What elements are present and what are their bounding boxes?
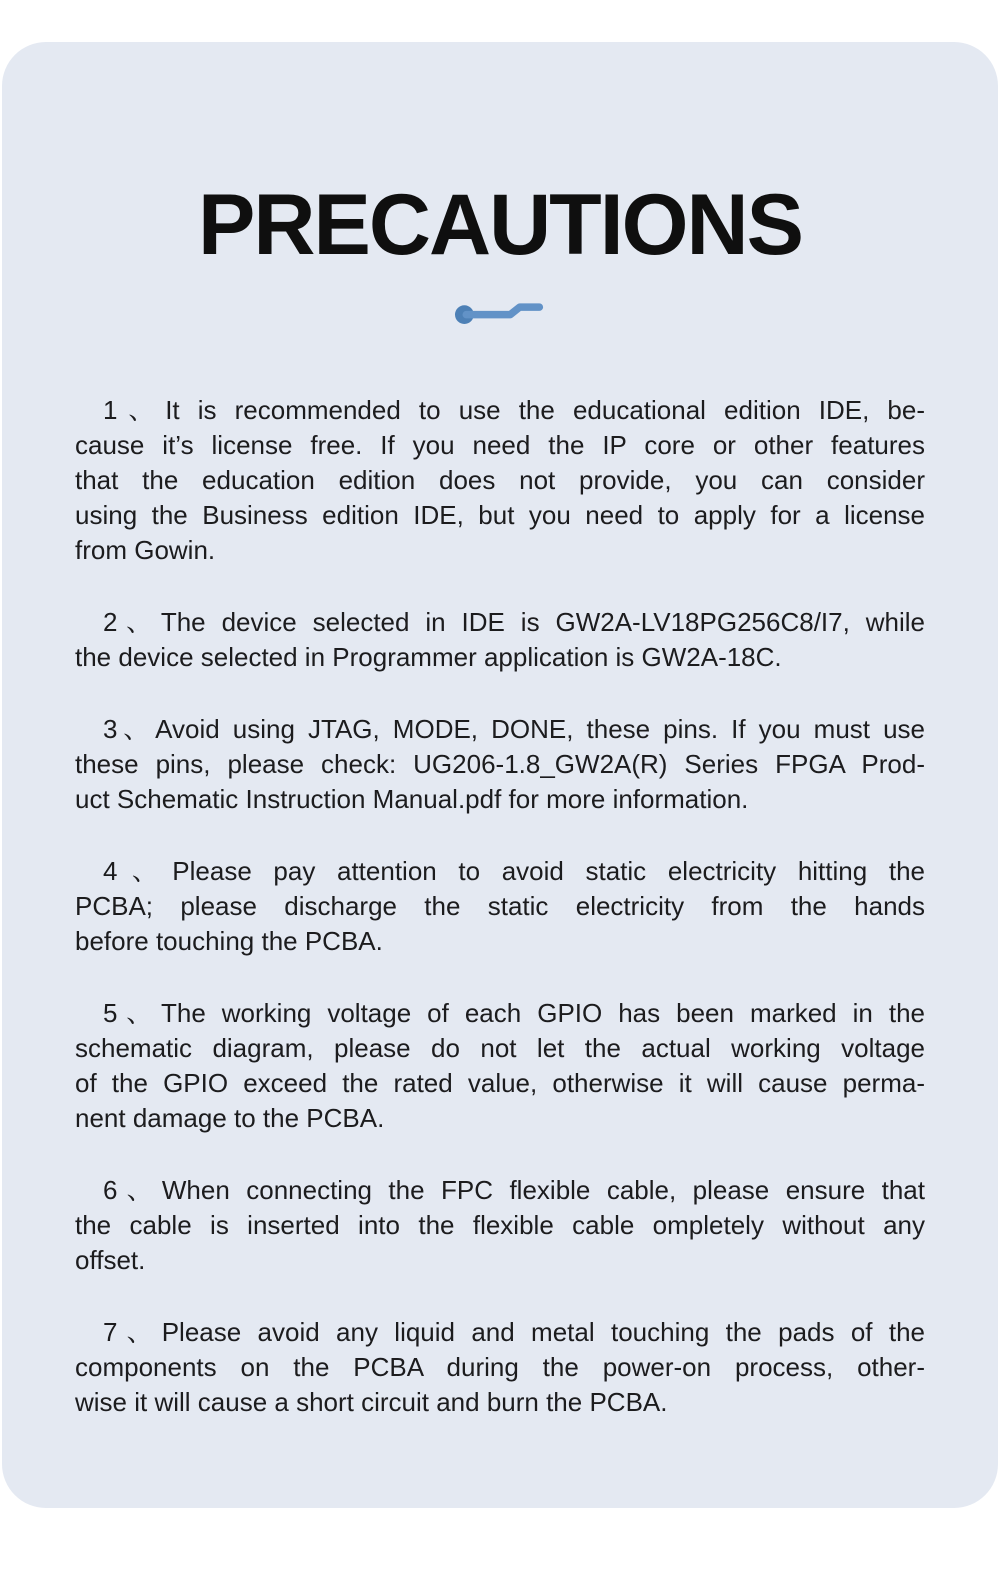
text-line: cause it’s license free. If you need the IP core or other features <box>75 430 925 460</box>
text-line: of the GPIO exceed the rated value, otherwise it will cause perma- <box>75 1068 925 1098</box>
text-line: 4、Please pay attention to avoid static electricity hitting the <box>103 856 925 886</box>
precaution-paragraph <box>75 1173 925 1278</box>
text-line: offset. <box>75 1245 146 1275</box>
text-line: 1、It is recommended to use the educational edition IDE, be- <box>103 395 925 425</box>
text-line: schematic diagram, please do not let the actual working voltage <box>75 1033 925 1063</box>
text-line: using the Business edition IDE, but you need to apply for a license <box>75 500 925 530</box>
page-title: PRECAUTIONS <box>198 177 802 273</box>
precaution-paragraph <box>75 393 925 568</box>
text-line: from Gowin. <box>75 535 216 565</box>
text-line: the cable is inserted into the flexible cable ompletely without any <box>75 1210 925 1240</box>
precautions-card <box>2 42 998 1508</box>
text-line: uct Schematic Instruction Manual.pdf for more information. <box>75 784 749 814</box>
title-divider-icon <box>452 294 548 324</box>
text-line: 7、Please avoid any liquid and metal touching the pads of the <box>103 1317 925 1347</box>
divider-line <box>466 307 539 315</box>
text-line: nent damage to the PCBA. <box>75 1103 385 1133</box>
precaution-paragraph <box>75 712 925 817</box>
text-line: before touching the PCBA. <box>75 926 383 956</box>
precaution-paragraph <box>75 996 925 1136</box>
precaution-paragraph <box>75 1315 925 1420</box>
text-line: the device selected in Programmer application is GW2A-18C. <box>75 642 782 672</box>
text-line: wise it will cause a short circuit and burn the PCBA. <box>75 1387 668 1417</box>
text-line: 5、The working voltage of each GPIO has been marked in the <box>103 998 925 1028</box>
text-line: components on the PCBA during the power-on process, other- <box>75 1352 925 1382</box>
text-line: 6、When connecting the FPC flexible cable, please ensure that <box>103 1175 925 1205</box>
text-line: that the education edition does not provide, you can consider <box>75 465 925 495</box>
precautions-list <box>75 393 925 1420</box>
text-line: 2、The device selected in IDE is GW2A-LV18PG256C8/I7, while <box>103 607 925 637</box>
text-line: PCBA; please discharge the static electricity from the hands <box>75 891 925 921</box>
precaution-paragraph <box>75 854 925 959</box>
text-line: 3、Avoid using JTAG, MODE, DONE, these pins. If you must use <box>103 714 925 744</box>
precaution-paragraph <box>75 605 925 675</box>
text-line: these pins, please check: UG206-1.8_GW2A(R) Series FPGA Prod- <box>75 749 925 779</box>
